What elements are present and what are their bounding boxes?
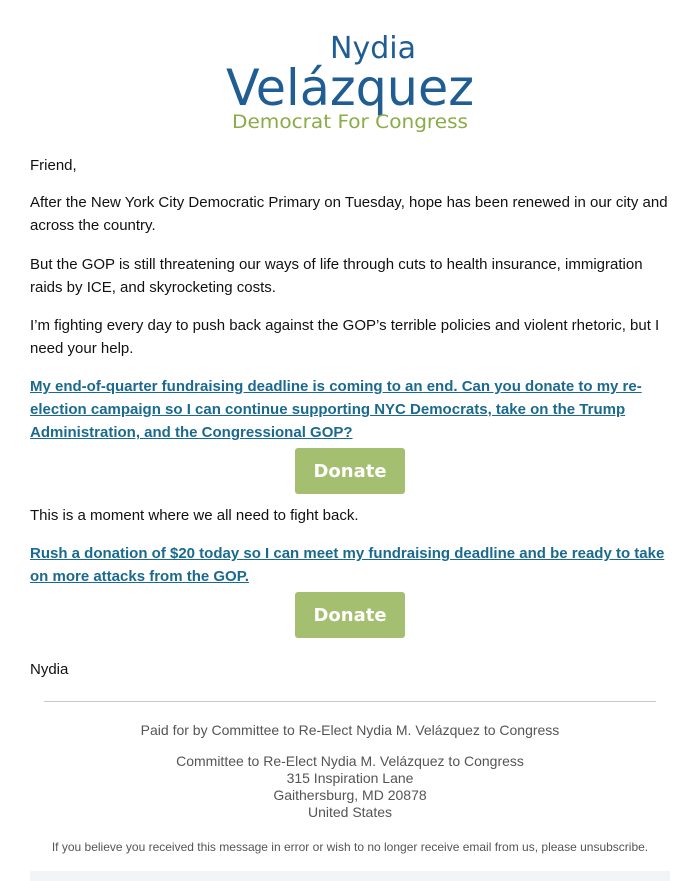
logo-tagline: Democrat For Congress xyxy=(232,111,468,133)
greeting: Friend, xyxy=(30,157,77,174)
address-country: United States xyxy=(307,804,393,820)
footer-divider xyxy=(44,701,656,702)
body-paragraph: I’m fighting every day to push back against the GOP’s terrible policies and violent rhetoric, but I need your help. xyxy=(30,317,660,357)
logo-first-name: Nydia xyxy=(330,31,416,66)
unsubscribe-notice[interactable]: If you believe you received this message in error or wish to no longer receive email from us, please unsubscribe. xyxy=(51,840,649,854)
body-paragraph: But the GOP is still threatening our ways of life through cuts to health insurance, immigration raids by ICE, and skyrocketing costs. xyxy=(30,256,643,296)
donate-button[interactable]: Donate xyxy=(295,448,405,494)
paid-for-disclaimer: Paid for by Committee to Re-Elect Nydia M. Velázquez to Congress xyxy=(140,722,560,738)
logo-last-name: Velázquez xyxy=(226,59,474,117)
body-paragraph: After the New York City Democratic Primary on Tuesday, hope has been renewed in our city and across the country. xyxy=(30,194,668,234)
donate-20-link[interactable]: Rush a donation of $20 today so I can meet my fundraising deadline and be ready to take on more attacks from the GOP. xyxy=(30,545,665,585)
email-bottom-band xyxy=(30,871,670,881)
address-city: Gaithersburg, MD 20878 xyxy=(273,787,427,803)
campaign-logo xyxy=(0,28,700,134)
committee-name: Committee to Re-Elect Nydia M. Velázquez to Congress xyxy=(176,753,524,769)
donate-button[interactable]: Donate xyxy=(295,592,405,638)
donate-appeal-link[interactable]: My end-of-quarter fundraising deadline is coming to an end. Can you donate to my re-election campaign so I can continue supporting NYC Democrats, take on the Trump Administration, and the Congressional GOP? xyxy=(30,378,642,441)
fight-back-text: This is a moment where we all need to fight back. xyxy=(30,507,359,524)
signature: Nydia xyxy=(30,661,69,678)
address-street: 315 Inspiration Lane xyxy=(286,770,414,786)
campaign-logo-graphic xyxy=(220,28,480,134)
